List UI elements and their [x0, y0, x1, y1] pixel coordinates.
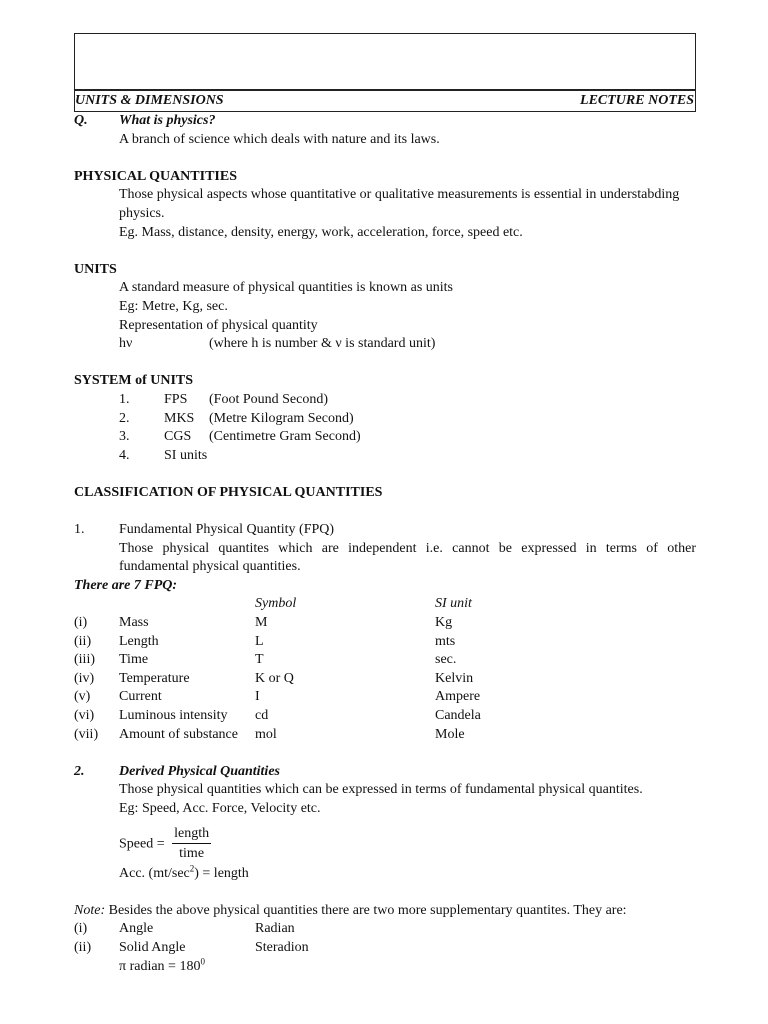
header-title: UNITS & DIMENSIONS: [75, 93, 224, 108]
col-symbol-header: Symbol: [255, 596, 297, 612]
fpq-num: 1.: [74, 522, 85, 538]
system-list: [74, 391, 696, 465]
row-index: (ii): [74, 633, 92, 649]
derived-title-row: [74, 763, 696, 782]
row-unit: Candela: [435, 708, 481, 723]
question-label: Q.: [74, 113, 88, 128]
row-symbol: I: [255, 689, 260, 705]
note-label: Note:: [74, 902, 106, 918]
physical-quantities-heading: PHYSICAL QUANTITIES: [74, 168, 237, 184]
header-box: [74, 33, 696, 91]
row-index: (ii): [74, 939, 92, 955]
question-text: What is physics?: [119, 113, 216, 128]
row-name: Solid Angle: [119, 939, 186, 955]
row-unit: sec.: [435, 652, 457, 668]
system-heading: SYSTEM of UNITS: [74, 373, 194, 389]
row-unit: Radian: [255, 921, 295, 937]
row-unit: Mole: [435, 726, 465, 742]
speed-label: Speed =: [119, 836, 165, 852]
fpq-table: [74, 595, 696, 744]
table-row: [74, 688, 696, 707]
speed-fraction: [172, 825, 211, 864]
derived-num: 2.: [74, 763, 85, 779]
fpq-desc-line2: fundamental physical quantities.: [119, 559, 301, 575]
list-item: [74, 410, 696, 429]
list-item-num: 2.: [119, 410, 130, 426]
pi-radian: [74, 955, 696, 977]
table-row: [74, 726, 696, 745]
units-formula: hν: [119, 336, 133, 352]
table-row: [74, 920, 696, 939]
row-index: (vi): [74, 708, 95, 723]
units-formula-note: (where h is number & ν is standard unit): [209, 336, 436, 352]
fpq-title-row: [74, 521, 696, 540]
row-symbol: mol: [255, 726, 277, 742]
row-index: (i): [74, 615, 88, 631]
table-row: [74, 633, 696, 652]
header-bar: [74, 91, 696, 112]
row-symbol: T: [255, 652, 264, 668]
row-index: (i): [74, 921, 88, 937]
units-heading: UNITS: [74, 261, 117, 277]
pq-text-line1: Those physical aspects whose quantitative or qualitative measurements is essential in understabding: [119, 187, 680, 203]
units-line3: Representation of physical quantity: [119, 317, 318, 333]
acc-formula: [74, 862, 696, 884]
row-name: Angle: [119, 921, 154, 937]
row-name: Time: [119, 652, 149, 668]
list-item-desc: (Metre Kilogram Second): [209, 410, 354, 426]
list-item: [74, 428, 696, 447]
note-text: Besides the above physical quantities there are two more supplementary quantites. They are:: [108, 902, 627, 918]
table-row: [74, 939, 696, 958]
list-item-num: 3.: [119, 429, 130, 445]
pi-pre: π radian = 180: [119, 958, 201, 974]
row-unit: mts: [435, 633, 456, 649]
physical-quantities-text: [74, 186, 696, 223]
row-name: Mass: [119, 615, 149, 631]
units-formula-row: [74, 335, 696, 354]
col-unit-header: SI unit: [435, 596, 472, 612]
fpq-description: [74, 540, 696, 577]
row-symbol: L: [255, 633, 264, 649]
row-name: Amount of substance: [119, 726, 238, 742]
pq-text-line2: physics.: [119, 205, 165, 221]
derived-title: Derived Physical Quantities: [119, 763, 280, 779]
list-item-desc: (Centimetre Gram Second): [209, 429, 361, 445]
table-row: [74, 670, 696, 689]
fpq-desc-line1: Those physical quantites which are independent i.e. cannot be expressed in terms of other: [119, 540, 696, 556]
table-row: [74, 651, 696, 670]
units-line2: Eg: Metre, Kg, sec.: [119, 298, 228, 314]
question-answer: A branch of science which deals with nature and its laws.: [119, 131, 440, 147]
classification-heading: CLASSIFICATION OF PHYSICAL QUANTITIES: [74, 484, 383, 500]
row-index: (iv): [74, 670, 95, 686]
fpq-count-label: There are 7 FPQ:: [74, 577, 178, 593]
supplementary-list: [74, 920, 696, 957]
acc-pre: Acc. (mt/sec: [119, 865, 190, 881]
row-name: Luminous intensity: [119, 708, 228, 723]
derived-example: Eg: Speed, Acc. Force, Velocity etc.: [119, 800, 321, 816]
row-symbol: K or Q: [255, 670, 294, 686]
row-name: Length: [119, 633, 159, 649]
row-unit: Kg: [435, 615, 453, 631]
pi-superscript: 0: [200, 955, 205, 966]
question-row: [74, 112, 696, 131]
row-index: (v): [74, 689, 91, 705]
physical-quantities-example: Eg. Mass, distance, density, energy, work, acceleration, force, speed etc.: [119, 224, 523, 240]
list-item: [74, 391, 696, 410]
acc-superscript: 2: [189, 862, 195, 873]
fraction-denominator: time: [179, 845, 205, 861]
row-name: Temperature: [119, 670, 190, 686]
speed-formula: [74, 825, 696, 864]
list-item-abbr: FPS: [164, 391, 188, 407]
units-line1: A standard measure of physical quantities is known as units: [119, 280, 453, 296]
table-row: [74, 614, 696, 633]
document-page: [74, 33, 696, 976]
row-unit: Steradion: [255, 939, 309, 955]
list-item-num: 4.: [119, 447, 130, 463]
list-item-abbr: CGS: [164, 429, 192, 445]
row-unit: Ampere: [435, 689, 481, 705]
row-name: Current: [119, 689, 162, 705]
fraction-numerator: length: [172, 825, 211, 844]
list-item-abbr: SI units: [164, 447, 208, 463]
derived-desc: Those physical quantities which can be expressed in terms of fundamental physical quantites.: [119, 782, 643, 798]
note: [74, 902, 696, 921]
list-item: [74, 447, 696, 466]
fpq-title: Fundamental Physical Quantity (FPQ): [119, 522, 335, 538]
table-row: [74, 707, 696, 726]
row-index: (vii): [74, 726, 99, 742]
header-label: LECTURE NOTES: [580, 93, 694, 108]
list-item-num: 1.: [119, 391, 130, 407]
list-item-abbr: MKS: [164, 410, 195, 426]
fpq-table-header: [74, 595, 696, 614]
acc-post: ) = length: [194, 865, 249, 881]
row-symbol: M: [255, 615, 268, 631]
row-index: (iii): [74, 652, 95, 668]
list-item-desc: (Foot Pound Second): [209, 391, 328, 407]
row-unit: Kelvin: [435, 670, 474, 686]
row-symbol: cd: [255, 708, 269, 723]
